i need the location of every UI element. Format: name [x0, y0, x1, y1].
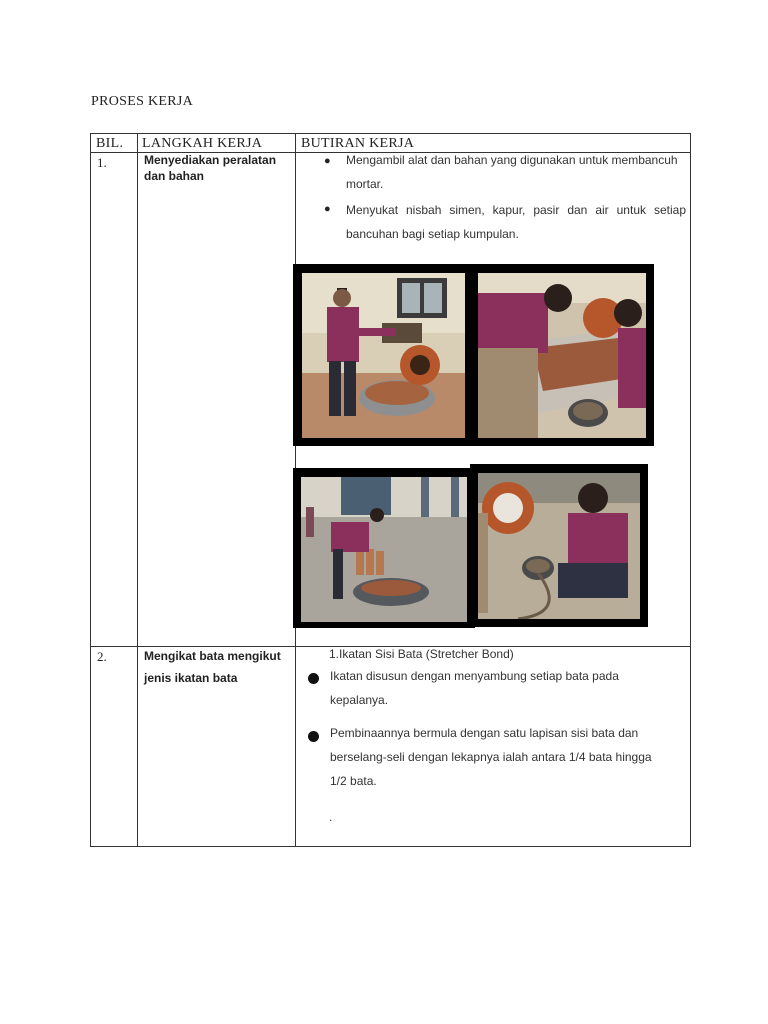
detail-text: Pembinaannya bermula dengan satu lapisan sisi bata dan berselang-seli dengan lekapnya ialah antara 1/4 bata hingga 1/2 bata. — [330, 726, 652, 788]
step-title: Menyediakan peralatan dan bahan — [144, 153, 277, 183]
detail-trailing: . — [329, 810, 333, 824]
bullet-icon: ● — [324, 203, 331, 215]
detail-text: Ikatan disusun dengan menyambung setiap bata pada kepalanya. — [330, 669, 619, 707]
photo-frame — [470, 264, 654, 446]
row-number: 2. — [97, 649, 107, 664]
row-number: 1. — [97, 155, 107, 170]
photo-pouring-mortar — [302, 273, 465, 438]
step-title: Mengikat bata mengikut jenis ikatan bata — [144, 649, 281, 685]
detail-subtitle: 1.Ikatan Sisi Bata (Stretcher Bond) — [329, 647, 514, 661]
photo-mixing-mortar — [301, 477, 467, 622]
work-table — [90, 133, 691, 847]
column-divider — [137, 134, 138, 846]
photo-measuring-sand — [478, 273, 646, 438]
header-butiran-kerja: BUTIRAN KERJA — [301, 136, 415, 151]
photo-frame — [293, 264, 473, 446]
bullet-icon — [308, 731, 319, 742]
page-title: PROSES KERJA — [91, 94, 194, 109]
detail-text: Menyukat nisbah simen, kapur, pasir dan air untuk setiap bancuhan bagi setiap kumpulan. — [346, 203, 686, 241]
photo-adding-water — [478, 473, 640, 619]
photo-frame — [470, 464, 648, 627]
detail-text: Mengambil alat dan bahan yang digunakan untuk membancuh mortar. — [346, 153, 678, 191]
header-bil: BIL. — [96, 136, 124, 151]
photo-frame — [293, 468, 475, 628]
header-langkah-kerja: LANGKAH KERJA — [142, 136, 263, 151]
bullet-icon: ● — [324, 155, 331, 167]
bullet-icon — [308, 673, 319, 684]
